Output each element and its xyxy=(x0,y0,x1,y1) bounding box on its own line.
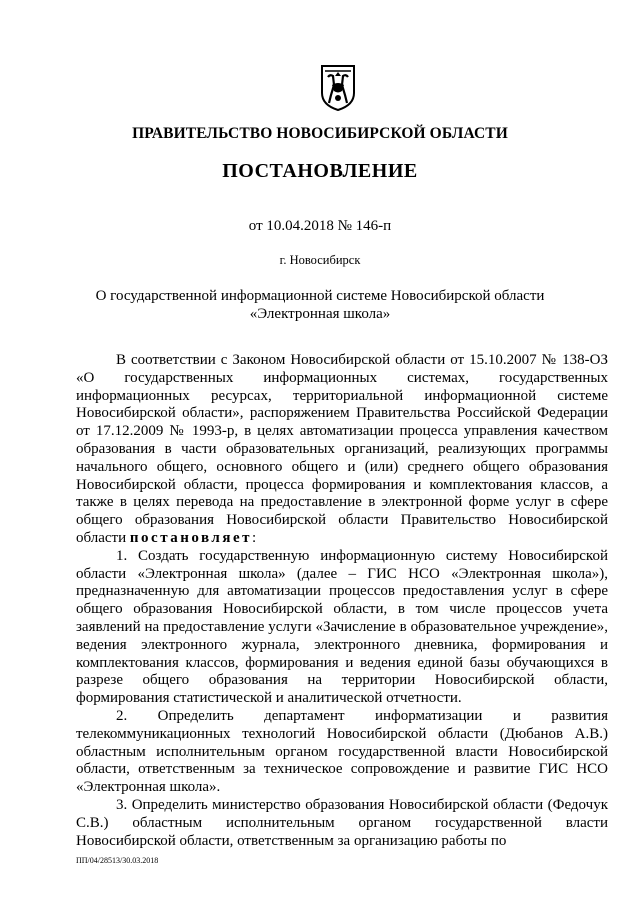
document-subject xyxy=(0,287,640,323)
subject-line-1: О государственной информационной системе Новосибирской области xyxy=(95,288,545,304)
document-type-title: ПОСТАНОВЛЕНИЕ xyxy=(222,160,418,182)
document-footer-code: ПП/04/28513/30.03.2018 xyxy=(76,856,159,865)
subject-line-2: «Электронная школа» xyxy=(249,306,391,322)
item-1-paragraph: 1. Создать государственную информационную систему Новосибирской области «Электронная школа» (далее – ГИС НСО «Электронная школа»), предназначенную для автоматизации процессов предоставления услуг в сфере общего образования Новосибирской области, в том числе процессов учета заявлений на предоставление услуги «Зачисление в образовательное учреждение», ведения электронного журнала, электронного дневника, формирования и комплектования классов, формирования и ведения единой базы обучающихся в разрезе общего образования на территории Новосибирской области, формирования статистической и аналитической отчетности. xyxy=(76,547,608,707)
item-2-paragraph: 2. Определить департамент информатизации и развития телекоммуникационных технологий Новосибирской области (Дюбанов А.В.) областным исполнительным органом государственной власти Новосибирской области, ответственным за техническое сопровождение и развитие ГИС НСО «Электронная школа». xyxy=(76,707,608,796)
resolves-word: постановляет xyxy=(129,529,252,546)
organization-title: ПРАВИТЕЛЬСТВО НОВОСИБИРСКОЙ ОБЛАСТИ xyxy=(132,125,508,142)
document-body xyxy=(76,352,608,850)
resolves-colon: : xyxy=(252,529,257,546)
document-city: г. Новосибирск xyxy=(279,253,361,267)
item-3-paragraph: 3. Определить министерство образования Новосибирской области (Федочук С.В.) областным исполнительным органом государственной власти Новосибирской области, ответственным за организацию работы по xyxy=(76,796,608,849)
preamble-text: В соответствии с Законом Новосибирской области от 15.10.2007 № 138-ОЗ «О государственных информационных системах, государственных информационных ресурсах, территориальной информационной системе Новосибирской области», распоряжением Правительства Российской Федерации от 17.12.2009 № 1993-р, в целях автоматизации процесса управления качеством образования в части образовательных организаций, реализующих программы начального общего, основного общего и (или) среднего общего образования Новосибирской области, процесса формирования и комплектования классов, а также в целях перевода на предоставление в электронной форме услуг в сфере общего образования Новосибирской области Правительство Новосибирской области xyxy=(76,352,608,546)
preamble-paragraph xyxy=(76,352,608,548)
document-date-number: от 10.04.2018 № 146-п xyxy=(248,218,392,234)
coat-of-arms-icon xyxy=(318,63,358,111)
